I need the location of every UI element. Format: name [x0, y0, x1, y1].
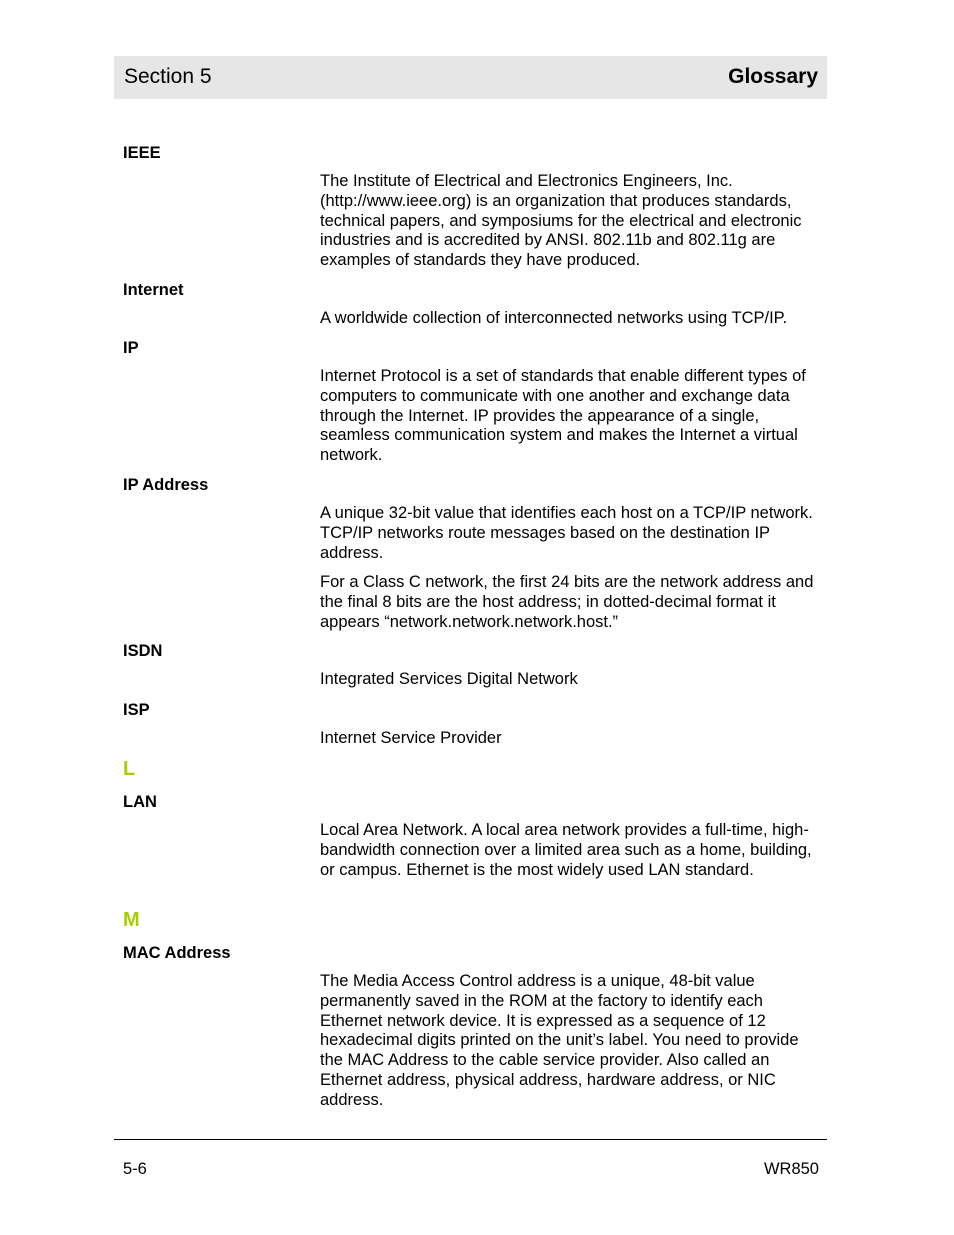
glossary-definition-ieee: The Institute of Electrical and Electronics Engineers, Inc. (http://www.ieee.org) is an organization that produces standards, technical papers, and symposiums for the electrical and electronic industries and is accredited by ANSI. 802.11b and 802.11g are examples of standards they have produced. — [320, 172, 802, 270]
glossary-definition-mac-address: The Media Access Control address is a unique, 48-bit value permanently saved in the ROM at the factory to identify each Ethernet network device. It is expressed as a sequence of 12 hexadecimal digits printed on the unit’s label. You need to provide the MAC Address to the cable service provider. Also called an Ethernet address, physical address, hardware address, or NIC address. — [320, 972, 799, 1109]
footer-divider — [114, 1139, 827, 1140]
glossary-definition-isp: Internet Service Provider — [320, 729, 502, 747]
glossary-definition-ip-address: A unique 32-bit value that identifies each host on a TCP/IP network. TCP/IP networks route messages based on the destination IP address. — [320, 504, 813, 562]
glossary-term-ieee: IEEE — [123, 144, 161, 162]
glossary-definition-ip: Internet Protocol is a set of standards that enable different types of computers to communicate with one another and exchange data through the Internet. IP provides the appearance of a single, seamless communication system and makes the Internet a virtual network. — [320, 367, 806, 465]
glossary-term-mac-address: MAC Address — [123, 944, 231, 962]
glossary-definition-ip-address-2: For a Class C network, the first 24 bits are the network address and the final 8 bits are the host address; in dotted-decimal format it appears “network.network.network.host.” — [320, 573, 814, 631]
page-header — [114, 56, 827, 99]
chapter-title: Glossary — [728, 65, 818, 88]
glossary-definition-isdn: Integrated Services Digital Network — [320, 670, 578, 688]
glossary-term-ip-address: IP Address — [123, 476, 209, 494]
product-model: WR850 — [763, 1160, 819, 1178]
glossary-term-ip: IP — [123, 339, 139, 357]
glossary-term-lan: LAN — [123, 793, 157, 811]
section-letter-m: M — [123, 909, 140, 931]
page-number: 5-6 — [123, 1160, 147, 1178]
section-letter-l: L — [123, 758, 136, 780]
glossary-term-isp: ISP — [123, 701, 150, 719]
glossary-definition-lan: Local Area Network. A local area network provides a full-time, high-bandwidth connection over a limited area such as a home, building, or campus. Ethernet is the most widely used LAN standard. — [320, 821, 812, 879]
glossary-definition-internet: A worldwide collection of interconnected networks using TCP/IP. — [320, 309, 788, 327]
glossary-term-isdn: ISDN — [123, 642, 163, 660]
section-label: Section 5 — [124, 65, 212, 88]
glossary-term-internet: Internet — [123, 281, 184, 299]
